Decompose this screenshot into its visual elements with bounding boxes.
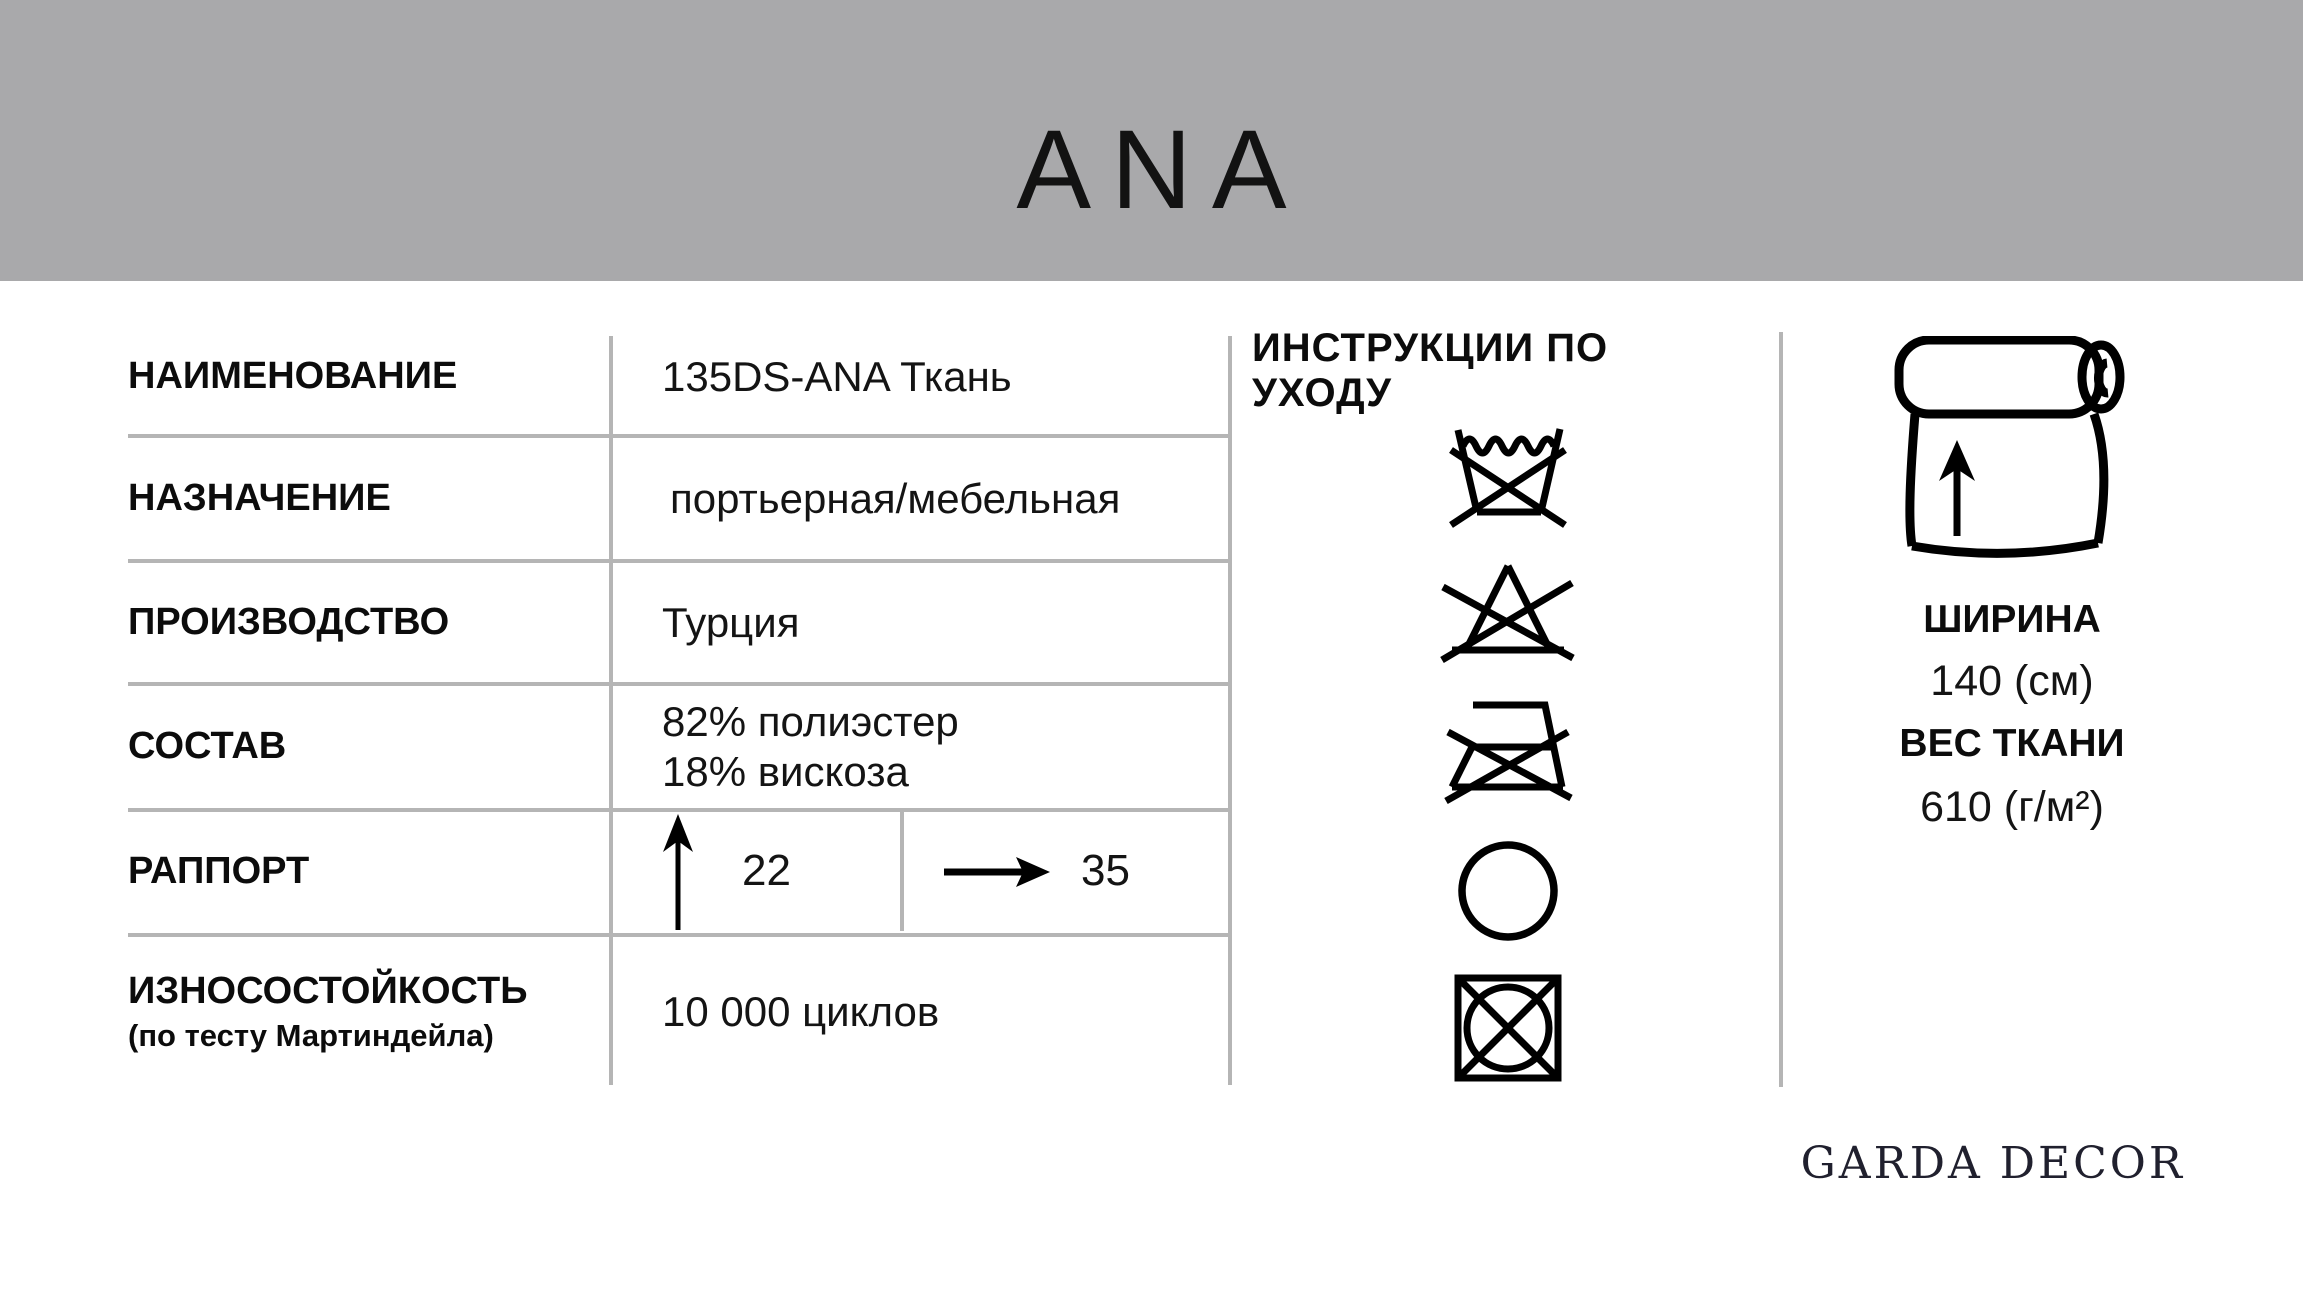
- composition-line-1: 82% полиэстер: [662, 698, 959, 745]
- width-value: 140 (см): [1930, 656, 2094, 705]
- row-label-purpose: НАЗНАЧЕНИЕ: [128, 476, 391, 519]
- care-section-divider: [1779, 332, 1783, 1087]
- weight-label: ВЕС ТКАНИ: [1899, 722, 2125, 765]
- row-value-purpose: портьерная/мебельная: [670, 474, 1121, 522]
- do-not-wash-icon: [1433, 420, 1583, 535]
- table-column-divider: [609, 336, 613, 1085]
- weight-value: 610 (г/м²): [1920, 782, 2104, 831]
- care-instructions-title: ИНСТРУКЦИИ ПО УХОДУ: [1252, 326, 1609, 415]
- do-not-iron-icon: [1420, 690, 1610, 820]
- row-value-name: 135DS-ANA Ткань: [662, 353, 1012, 400]
- fabric-roll-icon: [1893, 336, 2125, 564]
- durability-label-note: (по тесту Мартиндейла): [128, 1018, 494, 1053]
- row-value-production: Турция: [662, 598, 800, 646]
- row-label-composition: СОСТАВ: [128, 725, 287, 768]
- row-label-durability: [128, 937, 598, 1087]
- composition-line-2: 18% вискоза: [662, 748, 909, 795]
- row-label-production: ПРОИЗВОДСТВО: [128, 600, 450, 643]
- width-label: ШИРИНА: [1923, 598, 2101, 641]
- row-value-durability: 10 000 циклов: [662, 988, 940, 1035]
- brand-logo: GARDA DECOR: [1800, 1137, 2185, 1189]
- do-not-tumble-dry-icon: [1453, 973, 1563, 1083]
- horizontal-repeat-arrow-icon: [942, 852, 1052, 892]
- do-not-bleach-icon: [1438, 560, 1578, 665]
- vertical-repeat-arrow-icon: [658, 812, 698, 932]
- durability-label: ИЗНОСОСТОЙКОСТЬ: [128, 970, 528, 1012]
- horizontal-repeat-value: 35: [1081, 846, 1130, 895]
- row-label-name: НАИМЕНОВАНИЕ: [128, 355, 458, 398]
- row-label-rapport: РАППОРТ: [128, 849, 310, 892]
- row-value-composition: [662, 686, 1222, 808]
- rapport-cell-divider: [900, 810, 904, 931]
- dry-clean-circle-icon: [1455, 838, 1561, 944]
- page-title: ANA: [1016, 106, 1307, 232]
- vertical-repeat-value: 22: [742, 846, 791, 895]
